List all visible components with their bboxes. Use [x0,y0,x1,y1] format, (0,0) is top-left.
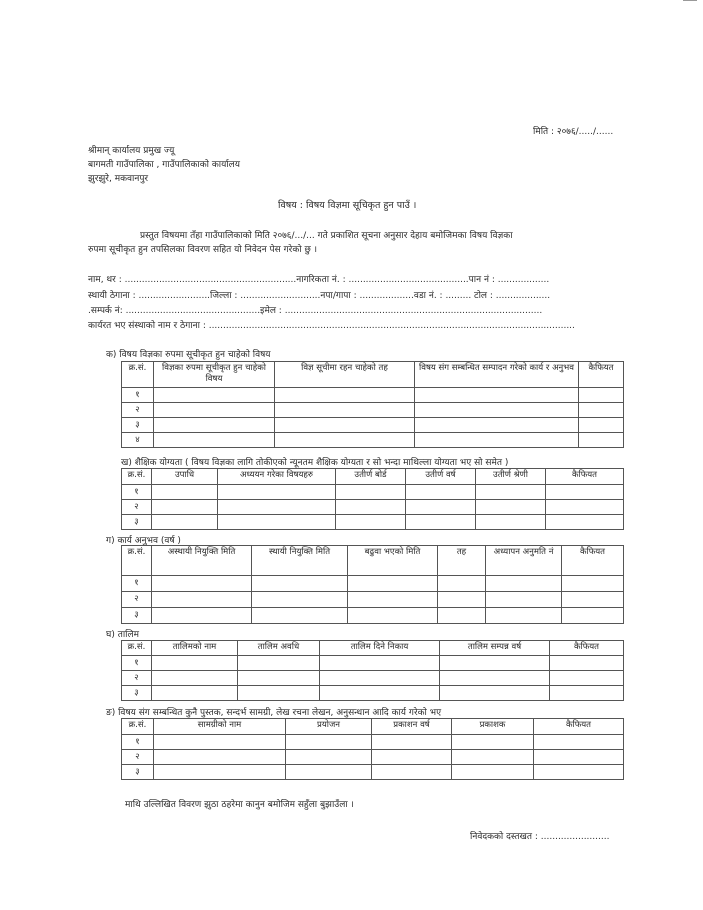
table-training [121,640,624,701]
table-header-cell: प्रयोजन [286,719,372,735]
serial-cell: २ [122,403,154,418]
serial-cell: ४ [122,433,154,448]
table-header-cell: अस्थायी नियुक्ति मिति [152,546,252,576]
table-row [122,592,624,608]
serial-cell: २ [122,671,152,686]
subject-line: विषय : विषय विज्ञमा सूचिकृत हुन पाउँ । [278,200,417,211]
section-kha-title: ख) शैक्षिक योग्यता ( विषय विज्ञका लागि तोकीएको न्यूनतम शैक्षिक योग्यता र सो भन्दा माथिल्ला योग्यता भए सो समेत ) [121,458,509,468]
table-row [122,656,624,671]
table-row [122,403,624,418]
table-work-experience [121,545,624,624]
table-row [122,686,624,701]
table-row [122,735,624,750]
table-row [122,608,624,624]
serial-cell: १ [122,485,152,500]
section-nga-title: ङ) विषय संग सम्बन्धित कुनै पुस्तक, सन्दर्भ सामग्री, लेख रचना लेखन, अनुसन्धान आदि कार्य गरेको भए [106,708,442,718]
table-header-cell: उतीर्ण श्रेणी [476,469,546,485]
table-header-cell: कैफियत [579,362,624,388]
table-row [122,576,624,592]
table-header-cell: तालिम अवधि [238,641,320,656]
body-line-1: प्रस्तुत विषयमा तँहा गाउँपालिकाको मिति २०७६/.../... गते प्रकाशित सूचना अनुसार देहाय बमोजिमका विषय विज्ञका [140,231,513,241]
table-row [122,418,624,433]
recipient-line-2: बागमती गाउँपालिका , गाउँपालिकाको कार्यालय [88,160,240,170]
field-name-citizenship-pan: नाम, थर : ............................................................नागरिकता नं. : ..........................................पान नं : .................. [88,275,550,285]
serial-cell: २ [122,592,152,608]
date-line: मिति : २०७६/...../...... [533,127,614,137]
serial-cell: ३ [122,765,154,780]
table-header-cell: स्थायी नियुक्ति मिति [252,546,348,576]
table-header-cell: तालिम दिने निकाय [320,641,440,656]
field-workplace: कार्यरत भए संस्थाको नाम र ठेगाना : ................................................................................................................................ [88,321,575,331]
table-header-cell: कैफियत [534,719,624,735]
table-header-cell: तालिम सम्पन्न वर्ष [440,641,550,656]
table-row [122,515,624,530]
serial-cell: ३ [122,686,152,701]
table-header-cell: सामग्रीको नाम [154,719,286,735]
serial-cell: १ [122,656,152,671]
table-publications [121,718,624,780]
table-row [122,765,624,780]
section-gha-title: घ) तालिम [106,630,139,640]
scan-mark [683,0,697,4]
table-header-cell: उतीर्ण बोर्ड [336,469,406,485]
table-header-cell: उतीर्ण वर्ष [406,469,476,485]
table-header-cell: प्रकाशन वर्ष [372,719,452,735]
serial-cell: १ [122,388,154,403]
table-subject-listing [121,361,624,448]
section-ka-title: क) विषय विज्ञका रुपमा सूचीकृत हुन चाहेको विषय [106,350,271,360]
serial-cell: १ [122,735,154,750]
section-ga-title: ग) कार्य अनुभव (वर्ष ) [106,536,181,546]
table-header-cell: उपाधि [152,469,218,485]
serial-cell: ३ [122,515,152,530]
recipient-line-1: श्रीमान् कार्यालय प्रमुख ज्यू [88,146,175,156]
table-header-cell: तह [438,546,486,576]
declaration: माथि उल्लिखित विवरण झुठा ठहरेमा कानुन बमोजिम सहुँला बुझाउँला । [125,800,354,810]
table-header-cell: क्र.सं. [122,469,152,485]
table-row [122,388,624,403]
table-header-cell: कैफियत [562,546,624,576]
serial-cell: ३ [122,418,154,433]
body-line-2: रुपमा सूचीकृत हुन तपसिलका विवरण सहित यो निवेदन पेस गरेको छु । [88,245,318,255]
table-row [122,485,624,500]
table-header-cell: कैफियत [550,641,624,656]
table-header-cell: क्र.सं. [122,362,154,388]
serial-cell: २ [122,750,154,765]
field-contact-email: .सम्पर्क नं: ...............................................इमेल : .......................................................................................... [88,306,543,316]
serial-cell: २ [122,500,152,515]
serial-cell: ३ [122,608,152,624]
table-header-cell: अध्ययन गरेका विषयहरु [218,469,336,485]
table-education [121,468,624,530]
field-address: स्थायी ठेगाना : .........................जिल्ला : ............................नपा/गापा : ...................वडा नं. : ......... टोल : ................... [88,291,551,301]
table-row [122,750,624,765]
table-header-cell: विज्ञका रुपमा सूचीकृत हुन चाहेको विषय [154,362,275,388]
table-header-cell: क्र.सं. [122,641,152,656]
table-header-cell: अध्यापन अनुमति नं [486,546,562,576]
table-row [122,671,624,686]
table-header-cell: बढुवा भएको मिति [348,546,438,576]
table-header-cell: कैफियत [546,469,624,485]
table-row [122,433,624,448]
table-header-cell: क्र.सं. [122,546,152,576]
signature-line: निवेदकको दस्तखत : ........................ [470,832,610,842]
table-header-cell: क्र.सं. [122,719,154,735]
table-row [122,500,624,515]
recipient-line-3: झुरझुरे, मकवानपुर [88,174,149,184]
table-header-cell: प्रकाशक [452,719,534,735]
table-header-cell: तालिमको नाम [152,641,238,656]
table-header-cell: विज्ञ सूचीमा रहन चाहेको तह [275,362,415,388]
serial-cell: १ [122,576,152,592]
table-header-cell: विषय संग सम्बन्धित सम्पादन गरेको कार्य र अनुभव [415,362,579,388]
